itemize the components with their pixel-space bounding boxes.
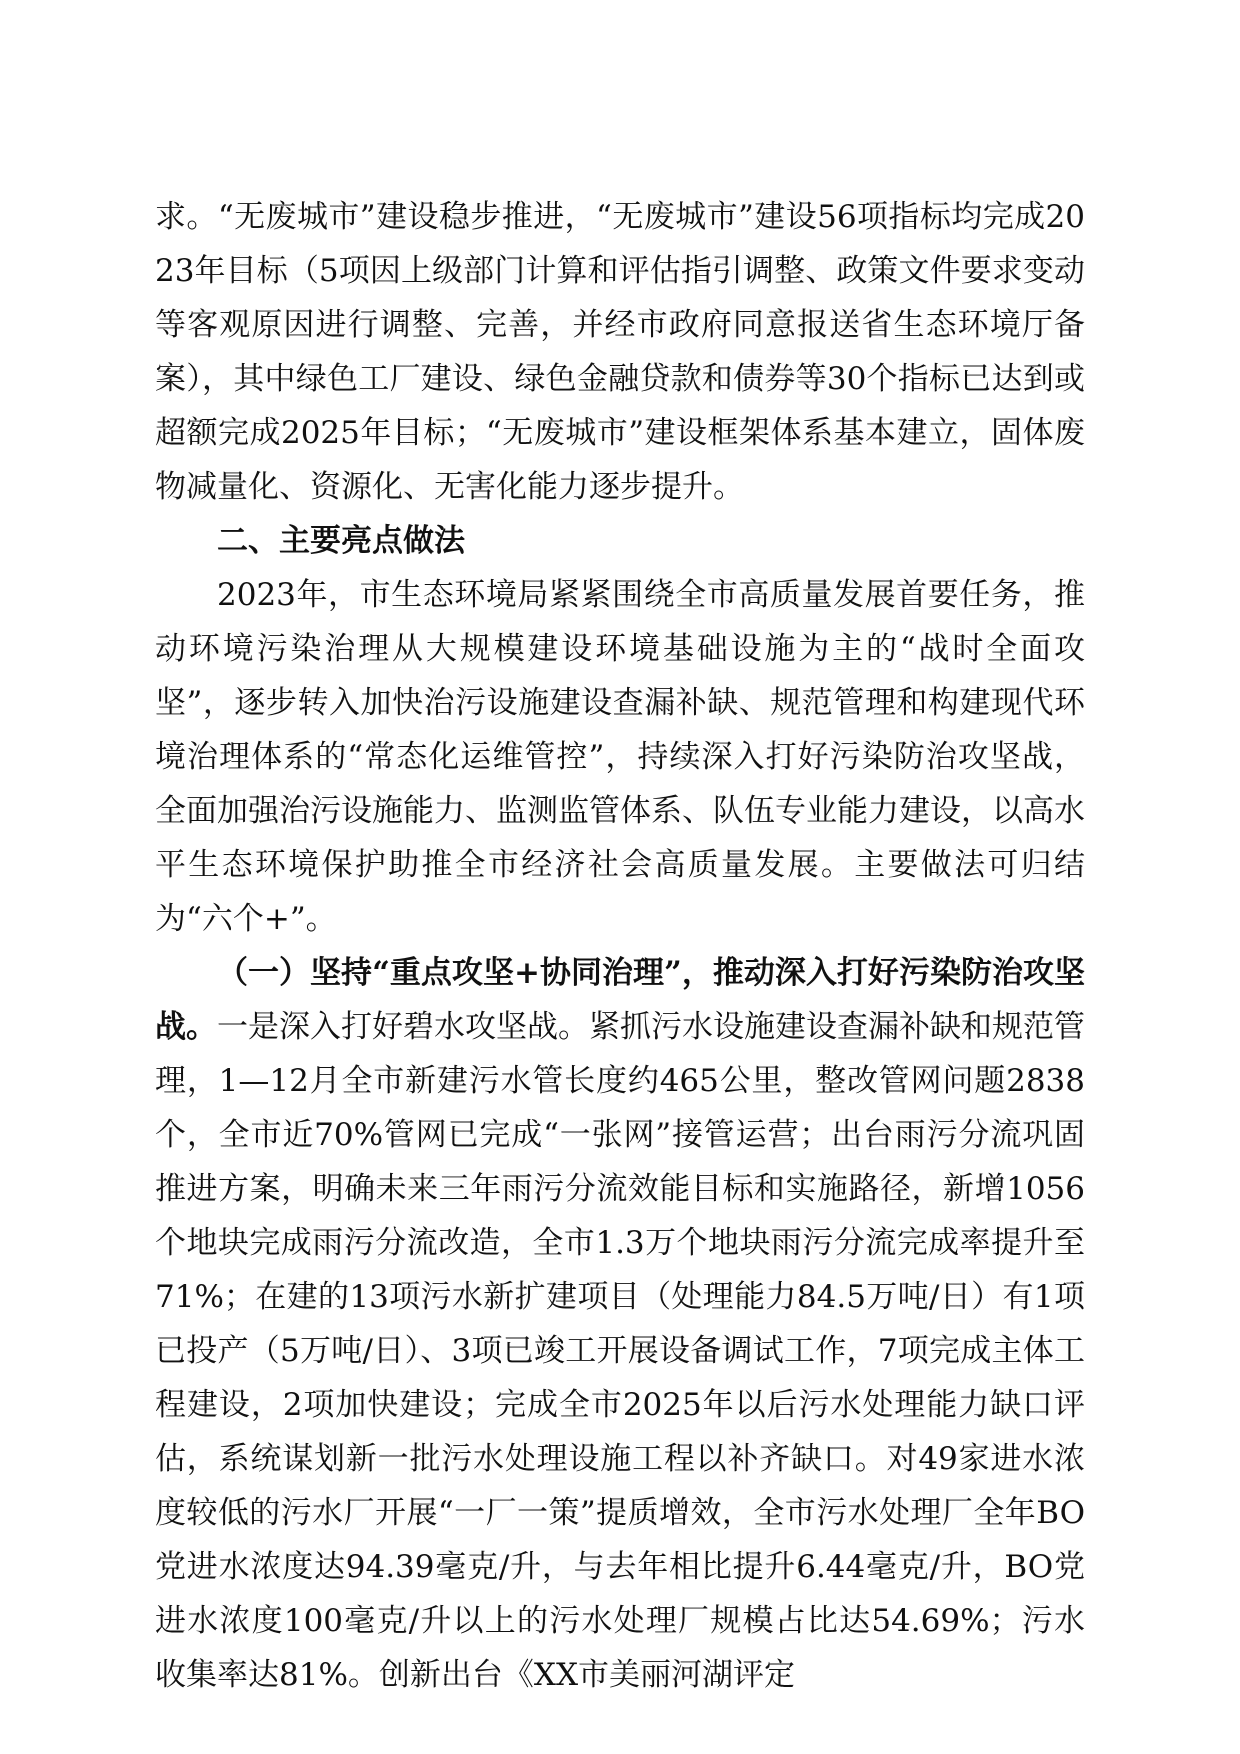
paragraph-measure-one: [155, 946, 1085, 1702]
paragraph-measure-one-text: 一是深入打好碧水攻坚战。紧抓污水设施建设查漏补缺和规范管理，1—12月全市新建污水管长度约465公里，整改管网问题2838个，全市近70%管网已完成“一张网”接管运营；出台雨污分流巩固推进方案，明确未来三年雨污分流效能目标和实施路径，新增1056个地块完成雨污分流改造，全市1.3万个地块雨污分流完成率提升至71%；在建的13项污水新扩建项目（处理能力84.5万吨/日）有1项已投产（5万吨/日）、3项已竣工开展设备调试工作，7项完成主体工程建设，2项加快建设；完成全市2025年以后污水处理能力缺口评估，系统谋划新一批污水处理设施工程以补齐缺口。对49家进水浓度较低的污水厂开展“一厂一策”提质增效，全市污水处理厂全年BO党进水浓度达94.39毫克/升，与去年相比提升6.44毫克/升，BO党进水浓度100毫克/升以上的污水处理厂规模占比达54.69%；污水收集率达81%。创新出台《XX市美丽河湖评定: [155, 1009, 1085, 1693]
section-heading: 二、主要亮点做法: [217, 523, 465, 559]
paragraph-overview: 2023年，市生态环境局紧紧围绕全市高质量发展首要任务，推动环境污染治理从大规模建设环境基础设施为主的“战时全面攻坚”，逐步转入加快治污设施建设查漏补缺、规范管理和构建现代环境治理体系的“常态化运维管控”，持续深入打好污染防治攻坚战，全面加强治污设施能力、监测监管体系、队伍专业能力建设，以高水平生态环境保护助推全市经济社会高质量发展。主要做法可归结为“六个+”。: [155, 577, 1085, 937]
document-body: [155, 190, 1085, 1702]
subsection-heading: （一）坚持“重点攻坚+协同治理”，推动深入打好污染防治攻坚战。: [155, 955, 1085, 1045]
paragraph-continuation: 求。“无废城市”建设稳步推进，“无废城市”建设56项指标均完成2023年目标（5项因上级部门计算和评估指引调整、政策文件要求变动等客观原因进行调整、完善，并经市政府同意报送省生态环境厅备案），其中绿色工厂建设、绿色金融贷款和债券等30个指标已达到或超额完成2025年目标；“无废城市”建设框架体系基本建立，固体废物减量化、资源化、无害化能力逐步提升。: [155, 199, 1085, 505]
